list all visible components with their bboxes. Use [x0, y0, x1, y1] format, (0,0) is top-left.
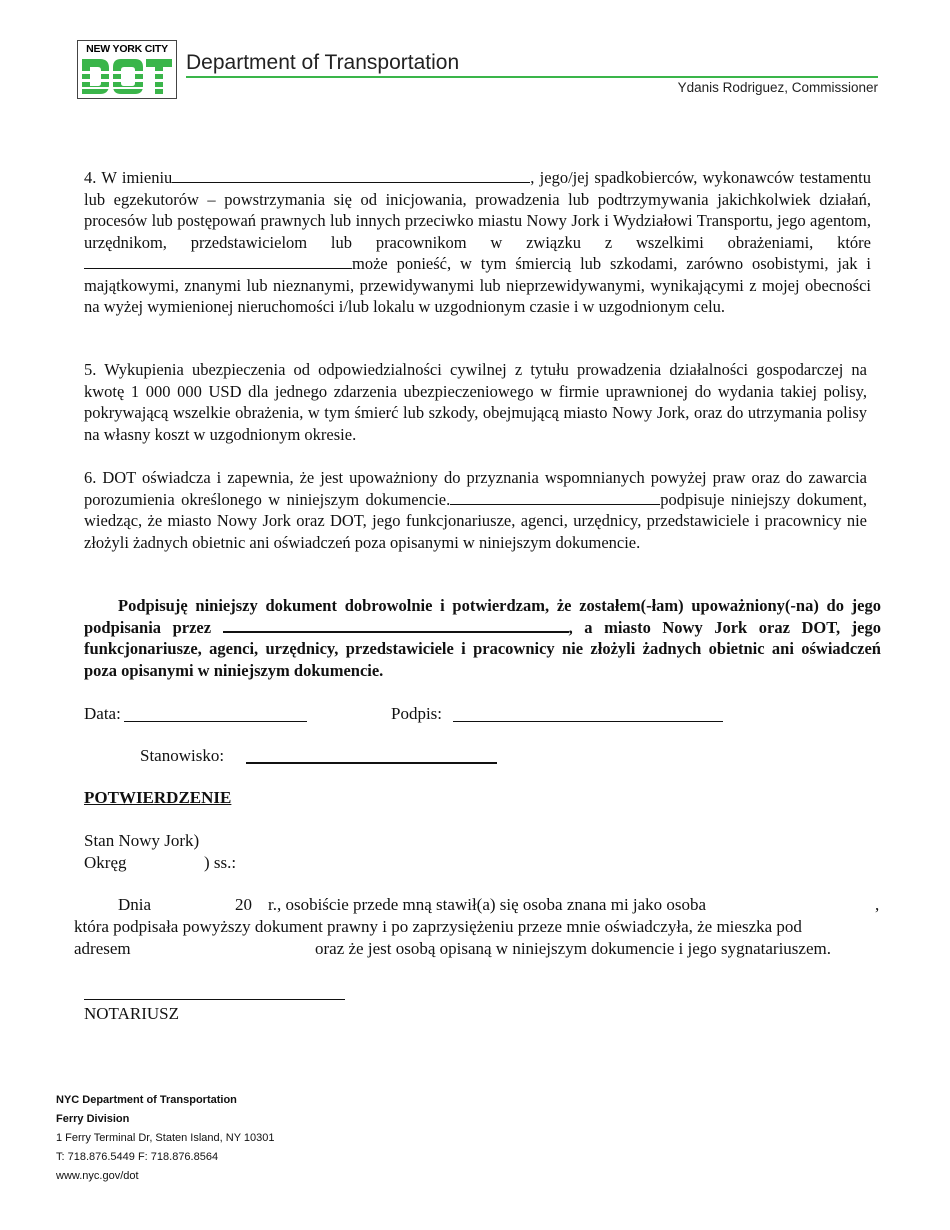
- injured-party-blank[interactable]: [84, 254, 352, 269]
- position-field[interactable]: [246, 762, 497, 764]
- signatory-sentence: oraz że jest osobą opisaną w niniejszym dokumencie i jego sygnatariuszem.: [315, 939, 831, 958]
- position-label: Stanowisko:: [140, 746, 225, 765]
- dot-logo-mark-icon: [80, 57, 174, 96]
- footer-address: 1 Ferry Terminal Dr, Staten Island, NY 10301: [56, 1132, 275, 1144]
- logo-city-text: NEW YORK CITY: [86, 43, 168, 55]
- nyc-dot-logo: [77, 40, 177, 99]
- principal-name-blank[interactable]: [172, 168, 530, 183]
- address-label: adresem: [74, 939, 131, 958]
- para6-text-a: 6. DOT oświadcza i zapewnia, że jest upoważniony do przyznania wspomnianych powyżej praw oraz do zawarcia porozumienia określonego w niniejszym dokumencie.: [84, 468, 867, 509]
- notary-signature-field[interactable]: [84, 999, 345, 1000]
- date-field[interactable]: [124, 721, 307, 722]
- commissioner-name: Ydanis Rodriguez, Commissioner: [677, 80, 878, 95]
- county-label: Okręg: [84, 853, 127, 872]
- signer-name-blank[interactable]: [450, 490, 660, 505]
- paragraph-5: 5. Wykupienia ubezpieczenia od odpowiedzialności cywilnej z tytułu prowadzenia działalności gospodarczej na kwotę 1 000 000 USD dla jednego zdarzenia ubezpieczeniowego w firmie uprawnionej do wydania takiej polisy, pokrywającą wszelkie obrażenia, w tym śmierć lub szkody, obejmującą miasto Nowy Jork, oraz do utrzymania polisy na własny koszt w uzgodnionym okresie.: [84, 360, 867, 444]
- paragraph-4: [84, 167, 871, 318]
- authorized-by-blank[interactable]: [223, 617, 569, 633]
- footer-website[interactable]: www.nyc.gov/dot: [56, 1170, 139, 1182]
- para4-text-a: , jego/jej spadkobierców, wykonawców testamentu lub egzekutorów – powstrzymania się od inicjowania, prowadzenia lub podtrzymywania jakichkolwiek działań, procesów lub postępowań prawnych lub innych przeciwko miastu Nowy Jork i Wydziałowi Transportu, jego agentom, urzędnikom, przedstawicielom lub pracownikom w związku z wszelkimi obrażeniami, które: [84, 168, 872, 252]
- header-green-rule: [186, 76, 878, 78]
- footer-division: Ferry Division: [56, 1113, 130, 1125]
- notary-label: NOTARIUSZ: [84, 1004, 179, 1023]
- sworn-sentence: która podpisała powyższy dokument prawny i po zaprzysiężeniu przeze mnie oświadczyła, że mieszka pod: [74, 917, 802, 936]
- acknowledgement-paragraph: [84, 595, 881, 681]
- signature-field[interactable]: [453, 721, 723, 722]
- notary-heading: POTWIERDZENIE: [84, 788, 232, 807]
- ack-text-b: , a miasto Nowy Jork oraz DOT, jego funkcjonariusze, agenci, urzędnicy, przedstawiciele i pracownicy nie złożyli żadnych obietnic ani oświadczeń poza opisanymi w niniejszym dokumencie.: [84, 617, 881, 680]
- day-label: Dnia: [118, 895, 152, 914]
- date-label: Data:: [84, 704, 121, 723]
- appearance-sentence: r., osobiście przede mną stawił(a) się osoba znana mi jako osoba: [268, 895, 707, 914]
- ack-text-a: Podpisuję niniejszy dokument dobrowolnie i potwierdzam, że zostałem(-łam) upoważniony(-na) do jego podpisania przez: [84, 596, 881, 637]
- para4-text-b: może ponieść, w tym śmiercią lub szkodami, zarówno osobistymi, jak i majątkowymi, znanymi lub nieznanymi, przewidywanymi lub nieprzewidywanymi, wynikającymi z mojej obecności na wyżej wymienionej nieruchomości i/lub lokalu w uzgodnionym czasie i w uzgodnionym celu.: [84, 254, 871, 316]
- year-prefix: 20: [235, 895, 252, 914]
- paragraph-6: [84, 467, 867, 553]
- footer-block: [56, 1091, 274, 1186]
- signature-label: Podpis:: [391, 704, 443, 723]
- footer-phones: T: 718.876.5449 F: 718.876.8564: [56, 1151, 219, 1163]
- department-title: Department of Transportation: [186, 51, 460, 74]
- para6-text-b: podpisuje niniejszy dokument, wiedząc, że miasto Nowy Jork oraz DOT, jego funkcjonariusze, agenci, urzędnicy, przedstawiciele i pracownicy nie złożyli żadnych obietnic ani oświadczeń poza opisanymi w niniejszym dokumencie.: [84, 489, 867, 552]
- sentence-comma: ,: [875, 895, 880, 914]
- ss-label: ) ss.:: [204, 853, 237, 872]
- state-line: Stan Nowy Jork): [84, 831, 200, 850]
- para4-lead: 4. W imieniu: [84, 168, 173, 187]
- footer-org: NYC Department of Transportation: [56, 1094, 237, 1106]
